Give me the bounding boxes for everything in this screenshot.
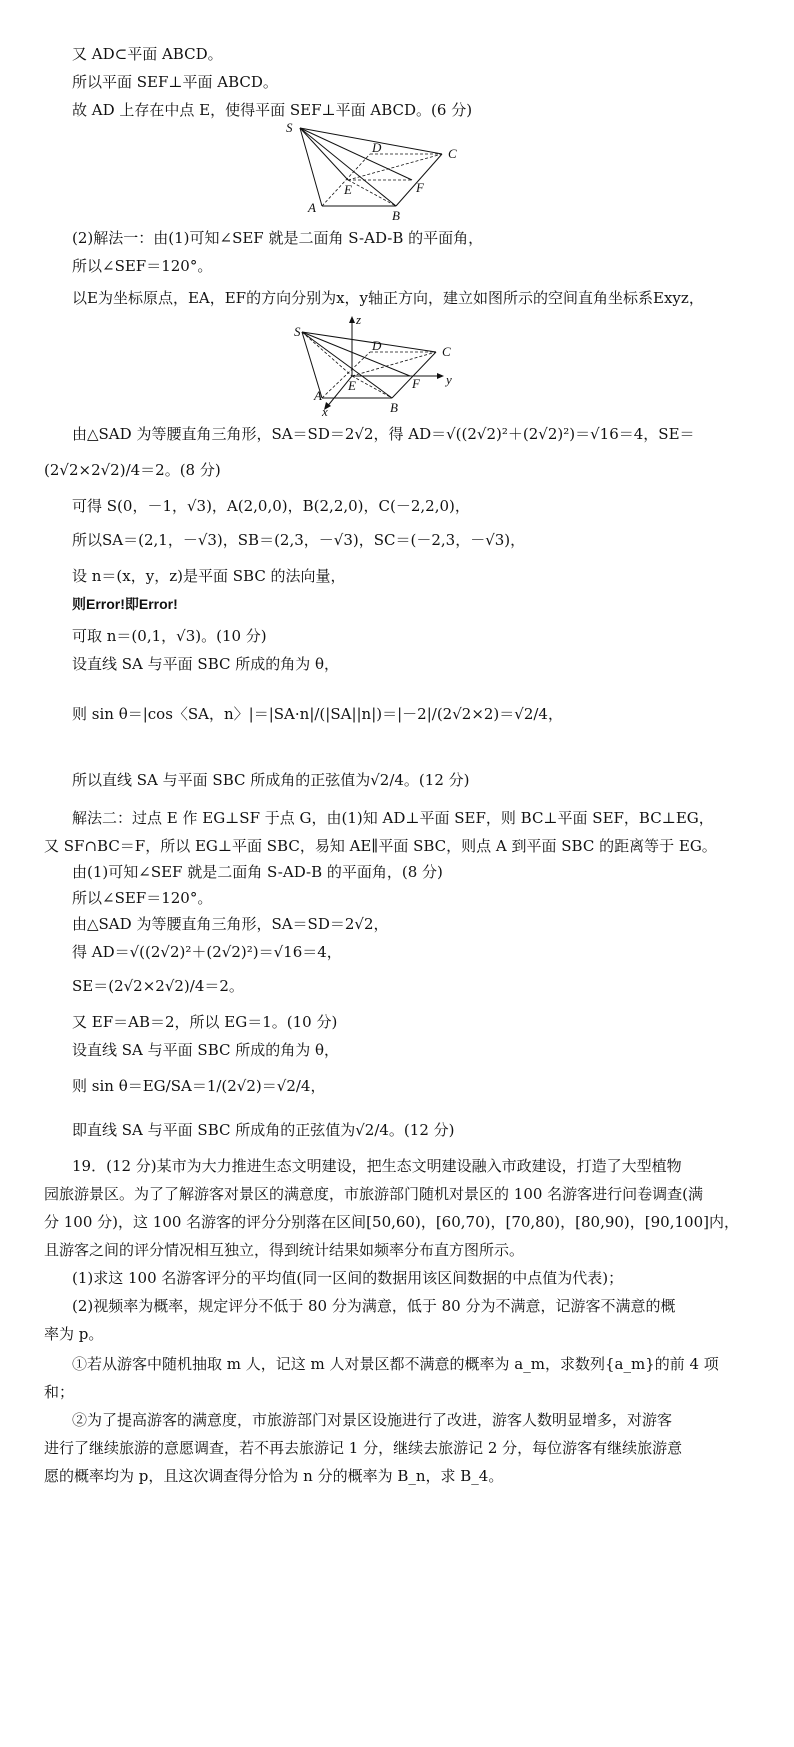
label-D: D (372, 140, 382, 155)
text-line: 得 AD＝√((2√2)²＋(2√2)²)＝√16＝4， (72, 943, 342, 961)
text-line: 故 AD 上存在中点 E，使得平面 SEF⊥平面 ABCD。(6 分) (72, 101, 473, 119)
text-line: 又 EF＝AB＝2，所以 EG＝1。(10 分) (72, 1013, 338, 1031)
label-E: E (348, 378, 356, 393)
label-F: F (416, 180, 424, 195)
label-y: y (446, 372, 452, 387)
question-19-line: 分 100 分)，这 100 名游客的评分分别落在区间[50,60)，[60,70)，[70,80)，[80,90)，[90,100]内， (44, 1213, 739, 1231)
text-line: 设直线 SA 与平面 SBC 所成的角为 θ， (72, 655, 340, 673)
label-z: z (356, 312, 362, 327)
label-F: F (412, 376, 420, 391)
label-S: S (286, 120, 293, 135)
text-line: 设直线 SA 与平面 SBC 所成的角为 θ， (72, 1041, 340, 1059)
text-line: (2√2×2√2)/4＝2。(8 分) (44, 461, 221, 479)
pyramid-figure (286, 120, 480, 226)
text-line: 所以平面 SEF⊥平面 ABCD。 (72, 73, 278, 91)
text-line: 以E为坐标原点，EA，EF的方向分别为x，y轴正方向，建立如图所示的空间直角坐标系Exyz， (72, 289, 704, 307)
text-line: 由(1)可知∠SEF 就是二面角 S-AD-B 的平面角，(8 分) (72, 863, 443, 881)
question-19-line: (1)求这 100 名游客评分的平均值(同一区间的数据用该区间数据的中点值为代表)； (72, 1269, 624, 1287)
text-line: 则 sin θ＝|cos〈SA，n〉|＝|SA·n|/(|SA||n|)＝|－2|/(2√2×2)＝√2/4， (72, 705, 563, 723)
label-A: A (314, 388, 322, 403)
question-19-line: 园旅游景区。为了了解游客对景区的满意度，市旅游部门随机对景区的 100 名游客进行问卷调查(满 (44, 1185, 704, 1203)
label-D: D (372, 338, 382, 353)
text-line: 由△SAD 为等腰直角三角形，SA＝SD＝2√2， (72, 915, 389, 933)
label-B: B (392, 208, 400, 223)
label-C: C (442, 344, 451, 359)
label-S: S (294, 324, 301, 339)
text-line: SE＝(2√2×2√2)/4＝2。 (72, 977, 244, 995)
text-line: 又 SF∩BC＝F，所以 EG⊥平面 SBC，易知 AE∥平面 SBC，则点 A 到平面 SBC 的距离等于 EG。 (44, 837, 717, 855)
label-B: B (390, 400, 398, 415)
text-line: 所以∠SEF＝120°。 (72, 257, 213, 275)
error-placeholder-line: 则Error!即Error! (72, 596, 178, 612)
text-line: 所以SA＝(2,1，－√3)，SB＝(2,3，－√3)，SC＝(－2,3，－√3)， (72, 531, 526, 549)
question-19-line: ①若从游客中随机抽取 m 人，记这 m 人对景区都不满意的概率为 a_m，求数列{a_m}的前 4 项 (72, 1355, 719, 1373)
text-line: 设 n＝(x，y，z)是平面 SBC 的法向量， (72, 567, 346, 585)
question-19-line: (2)视频率为概率，规定评分不低于 80 分为满意，低于 80 分为不满意，记游客不满意的概 (72, 1297, 676, 1315)
text-line: 所以直线 SA 与平面 SBC 所成角的正弦值为√2/4。(12 分) (72, 771, 470, 789)
question-19-line: 愿的概率均为 p，且这次调查得分恰为 n 分的概率为 B_n，求 B_4。 (44, 1467, 504, 1485)
label-A: A (308, 200, 316, 215)
text-line: 由△SAD 为等腰直角三角形，SA＝SD＝2√2，得 AD＝√((2√2)²＋(2√2)²)＝√16＝4，SE＝ (72, 425, 695, 443)
text-line: 又 AD⊂平面 ABCD。 (72, 45, 223, 63)
question-19-line: ②为了提高游客的满意度，市旅游部门对景区设施进行了改进，游客人数明显增多，对游客 (72, 1411, 673, 1429)
text-line: 则 sin θ＝EG/SA＝1/(2√2)＝√2/4， (72, 1077, 326, 1095)
label-C: C (448, 146, 457, 161)
question-19-line: 和； (44, 1383, 75, 1401)
question-19-line: 进行了继续旅游的意愿调查，若不再去旅游记 1 分，继续去旅游记 2 分，每位游客有继续旅游意 (44, 1439, 683, 1457)
text-line: 可取 n＝(0,1，√3)。(10 分) (72, 627, 267, 645)
text-line: (2)解法一：由(1)可知∠SEF 就是二面角 S-AD-B 的平面角， (72, 229, 484, 247)
question-19-line: 率为 p。 (44, 1325, 104, 1343)
question-19-line: 19．(12 分)某市为大力推进生态文明建设，把生态文明建设融入市政建设，打造了大型植物 (72, 1157, 682, 1175)
text-line: 可得 S(0，－1，√3)，A(2,0,0)，B(2,2,0)，C(－2,2,0)， (72, 497, 470, 515)
text-line: 即直线 SA 与平面 SBC 所成角的正弦值为√2/4。(12 分) (72, 1121, 455, 1139)
text-line: 所以∠SEF＝120°。 (72, 889, 213, 907)
question-19-line: 且游客之间的评分情况相互独立，得到统计结果如频率分布直方图所示。 (44, 1241, 525, 1259)
label-x: x (322, 404, 328, 419)
text-line: 解法二：过点 E 作 EG⊥SF 于点 G，由(1)知 AD⊥平面 SEF，则 BC⊥平面 SEF，BC⊥EG， (72, 809, 714, 827)
coordinate-figure (294, 312, 492, 419)
label-E: E (344, 182, 352, 197)
